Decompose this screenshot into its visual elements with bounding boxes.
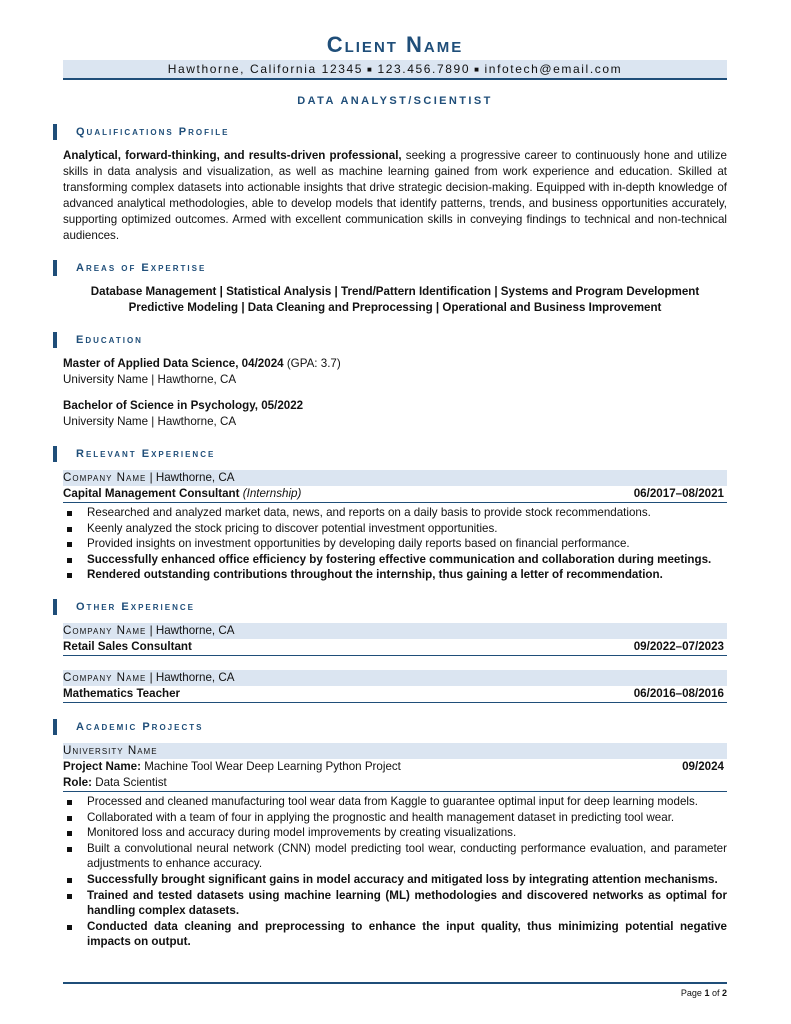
expertise-list	[63, 284, 727, 316]
job-dates: 09/2022–07/2023	[633, 639, 724, 653]
section-expertise	[63, 260, 727, 276]
role-label: Role:	[63, 775, 92, 789]
relevant-bullets	[63, 505, 727, 583]
company-location: | Hawthorne, CA	[146, 670, 235, 684]
section-relevant-experience	[63, 446, 727, 462]
job-title-row	[63, 639, 727, 656]
list-item: Provided insights on investment opportunities by developing daily reports based on financial performance.	[63, 536, 727, 552]
section-heading: Qualifications Profile	[76, 126, 230, 138]
list-item: Researched and analyzed market data, news, and reports on a daily basis to provide stock recommendations.	[63, 505, 727, 521]
qualifications-lead: Analytical, forward-thinking, and results-driven professional,	[63, 149, 402, 162]
school: University Name | Hawthorne, CA	[63, 373, 237, 386]
project-name: Machine Tool Wear Deep Learning Python Project	[140, 759, 401, 773]
client-name: Client Name	[326, 32, 464, 57]
section-academic-projects	[63, 719, 727, 735]
list-item: Rendered outstanding contributions throughout the internship, thus gaining a letter of recommendation.	[63, 567, 727, 583]
section-heading: Relevant Experience	[76, 448, 216, 460]
degree: Bachelor of Science in Psychology, 05/2022	[63, 399, 304, 412]
job-note: (Internship)	[242, 487, 302, 500]
page-label: Page	[680, 988, 705, 998]
project-row	[63, 759, 727, 775]
company-name: Company Name	[63, 670, 147, 684]
role-value: Data Scientist	[91, 775, 167, 789]
university-row	[63, 743, 727, 759]
section-education	[63, 332, 727, 348]
school: University Name | Hawthorne, CA	[63, 415, 237, 428]
list-item: Monitored loss and accuracy during model improvements by creating visualizations.	[63, 825, 727, 841]
list-item: Successfully enhanced office efficiency by fostering effective communication and collaboration during meetings.	[63, 552, 727, 568]
target-role: DATA ANALYST/SCIENTIST	[297, 95, 493, 107]
section-bar-icon	[53, 599, 57, 615]
section-bar-icon	[53, 260, 57, 276]
company-row	[63, 623, 727, 639]
company-row	[63, 670, 727, 686]
list-item: Trained and tested datasets using machine learning (ML) methodologies and discovered networks as optimal for handling complex datasets.	[63, 888, 727, 919]
phone: 123.456.7890	[377, 62, 471, 76]
section-heading: Education	[76, 334, 143, 346]
location: Hawthorne, California 12345	[167, 62, 364, 76]
list-item: Successfully brought significant gains in model accuracy and mitigated loss by integrating attention mechanisms.	[63, 872, 727, 888]
qualifications-text	[63, 148, 727, 244]
job-title-row	[63, 486, 727, 503]
page-of: of	[709, 988, 722, 998]
job-dates: 06/2017–08/2021	[633, 487, 724, 500]
resume-page	[63, 32, 727, 950]
list-item: Collaborated with a team of four in applying the prognostic and health management dataset in predicting tool wear.	[63, 810, 727, 826]
list-item: Keenly analyzed the stock pricing to discover potential investment opportunities.	[63, 521, 727, 537]
company-row	[63, 470, 727, 486]
section-bar-icon	[53, 446, 57, 462]
project-role-row	[63, 775, 727, 792]
section-qualifications	[63, 124, 727, 140]
education-entry	[63, 356, 727, 388]
university-name: University Name	[63, 743, 158, 757]
qualifications-body: seeking a progressive career to continuously hone and utilize skills in data analysis and visualization, as well as machine learning gained from work experience and education. Skilled at transforming complex datasets into actionable insights that drive strategic decision-making. Equipped with in-depth knowledge of advanced analytical methodologies, able to develop models that identify patterns, trends, and business opportunities accurately, supporting optimized outcomes. Armed with excellent communication skills in conveying findings to technical and non-technical audiences.	[63, 149, 727, 242]
company-location: | Hawthorne, CA	[146, 623, 235, 637]
list-item: Conducted data cleaning and preprocessing to enhance the input quality, thus minimizing potential negative impacts on output.	[63, 919, 727, 950]
job-title: Retail Sales Consultant	[63, 639, 192, 653]
company-name: Company Name	[63, 471, 147, 484]
email: infotech@email.com	[484, 62, 623, 76]
section-heading: Areas of Expertise	[76, 262, 207, 274]
company-name: Company Name	[63, 623, 147, 637]
job-title-row	[63, 686, 727, 703]
gpa: (GPA: 3.7)	[283, 357, 341, 370]
section-bar-icon	[53, 332, 57, 348]
section-bar-icon	[53, 124, 57, 140]
section-heading: Academic Projects	[76, 720, 204, 733]
project-label: Project Name:	[63, 759, 141, 773]
separator-icon: ■	[367, 64, 374, 74]
expertise-line: Database Management | Statistical Analysis | Trend/Pattern Identification | Systems and Program Development	[90, 285, 700, 298]
section-other-experience	[63, 599, 727, 615]
job-dates: 06/2016–08/2016	[633, 686, 724, 700]
separator-icon: ■	[474, 64, 481, 74]
company-location: | Hawthorne, CA	[146, 471, 235, 484]
job-title: Mathematics Teacher	[63, 686, 181, 700]
contact-bar	[63, 60, 727, 80]
degree: Master of Applied Data Science, 04/2024	[63, 357, 284, 370]
project-bullets	[63, 794, 727, 950]
project-date: 09/2024	[682, 759, 724, 773]
list-item: Processed and cleaned manufacturing tool wear data from Kaggle to guarantee optimal input for deep learning models.	[63, 794, 727, 810]
page-number: 1	[704, 988, 710, 998]
page-footer	[63, 982, 727, 998]
education-entry	[63, 398, 727, 430]
list-item: Built a convolutional neural network (CNN) model predicting tool wear, conducting performance evaluation, and parameter adjustments to enhance accuracy.	[63, 841, 727, 872]
section-heading: Other Experience	[76, 600, 195, 613]
job-title: Capital Management Consultant	[63, 487, 240, 500]
page-total: 2	[721, 988, 727, 998]
section-bar-icon	[53, 719, 57, 735]
expertise-line: Predictive Modeling | Data Cleaning and Preprocessing | Operational and Business Improvement	[128, 301, 662, 314]
